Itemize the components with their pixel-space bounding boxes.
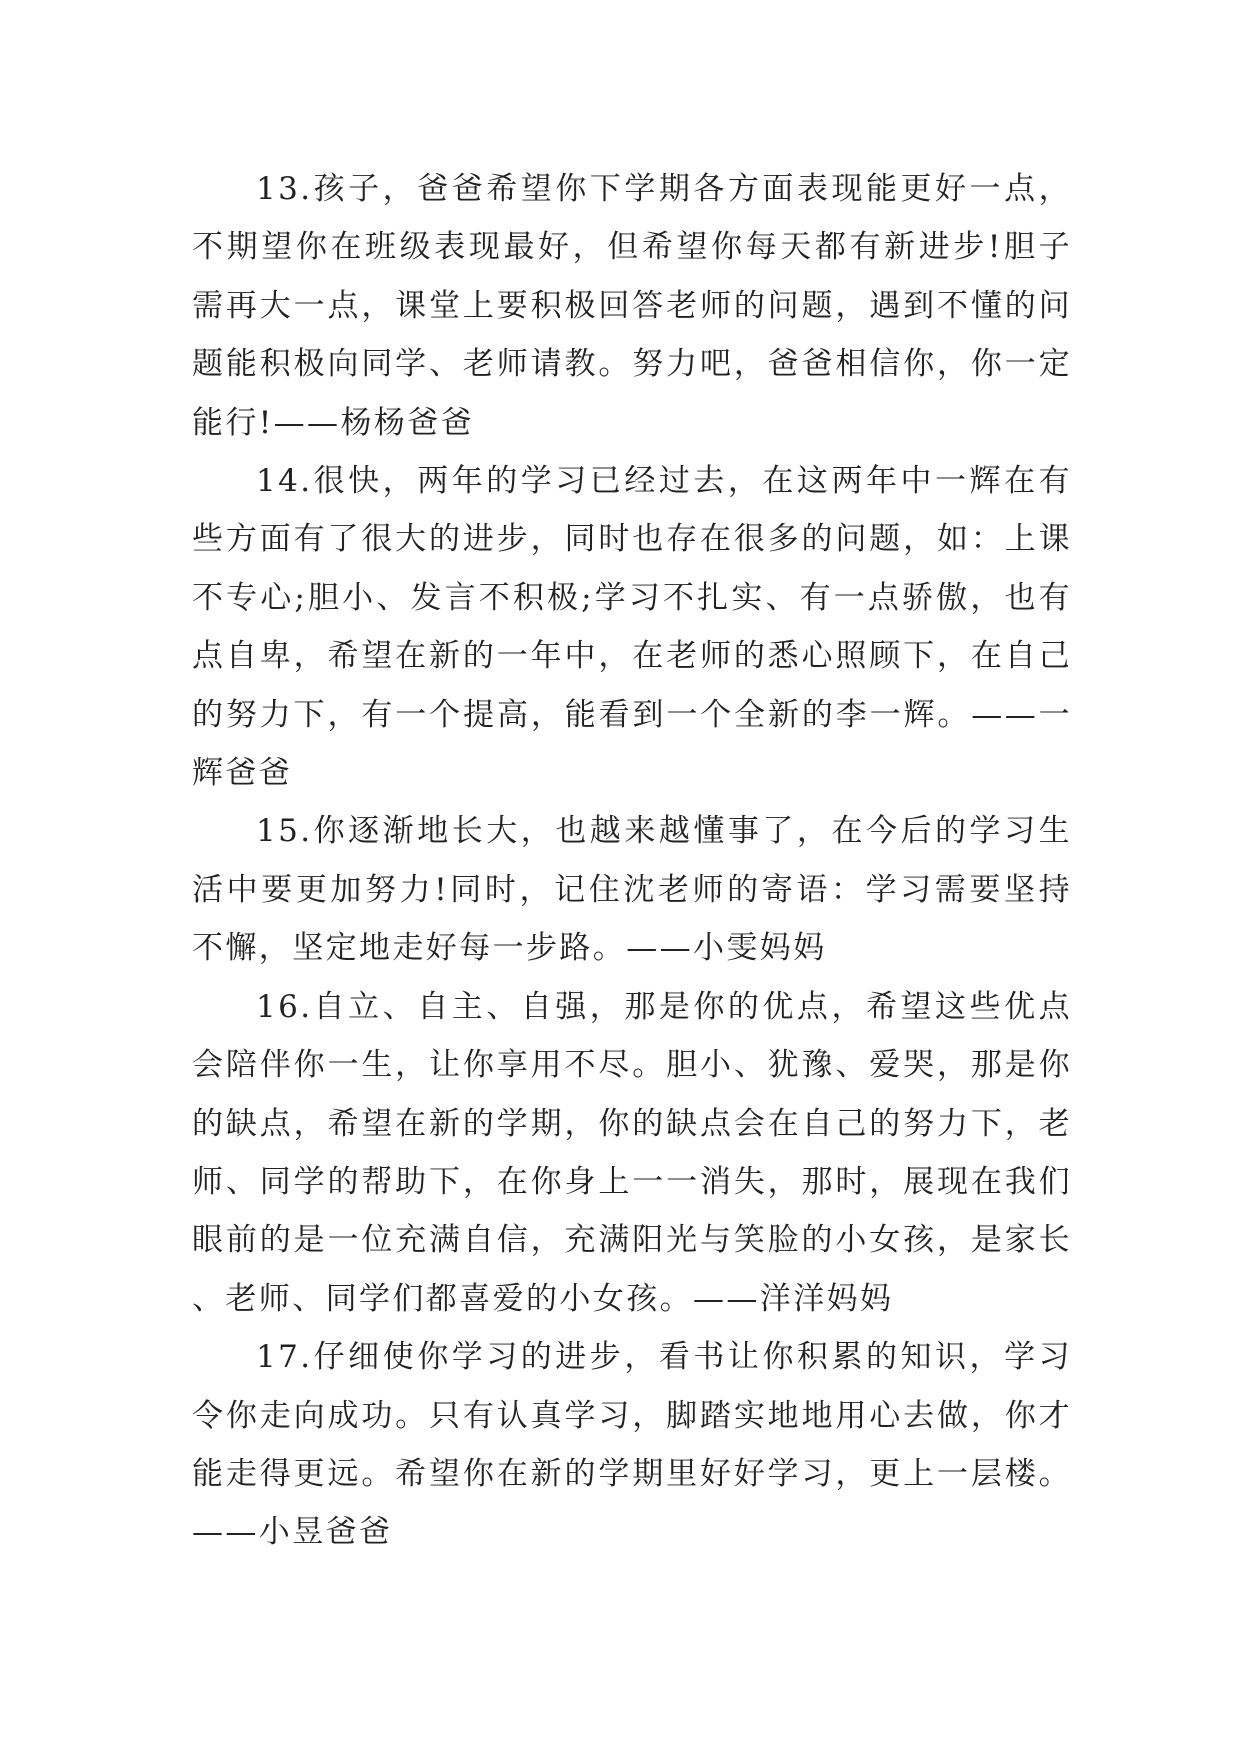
paragraph-16: 16.自立、自主、自强，那是你的优点，希望这些优点会陪伴你一生，让你享用不尽。胆小、犹豫、爱哭，那是你的缺点，希望在新的学期，你的缺点会在自己的努力下，老师、同学的帮助下，在你身上一一消失，那时，展现在我们眼前的是一位充满自信，充满阳光与笑脸的小女孩，是家长、老师、同学们都喜爱的小女孩。——洋洋妈妈 — [192, 988, 1072, 1317]
document-body — [192, 160, 1072, 1562]
paragraph-15: 15.你逐渐地长大，也越来越懂事了，在今后的学习生活中要更加努力!同时，记住沈老师的寄语：学习需要坚持不懈，坚定地走好每一步路。——小雯妈妈 — [192, 813, 1072, 967]
paragraph-13: 13.孩子，爸爸希望你下学期各方面表现能更好一点，不期望你在班级表现最好，但希望你每天都有新进步!胆子需再大一点，课堂上要积极回答老师的问题，遇到不懂的问题能积极向同学、老师请教。努力吧，爸爸相信你，你一定能行!——杨杨爸爸 — [192, 171, 1072, 441]
paragraph-17: 17.仔细使你学习的进步，看书让你积累的知识，学习令你走向成功。只有认真学习，脚踏实地地用心去做，你才能走得更远。希望你在新的学期里好好学习，更上一层楼。——小昱爸爸 — [192, 1339, 1072, 1551]
paragraph-14: 14.很快，两年的学习已经过去，在这两年中一辉在有些方面有了很大的进步，同时也存在很多的问题，如：上课不专心;胆小、发言不积极;学习不扎实、有一点骄傲，也有点自卑，希望在新的一年中，在老师的悉心照顾下，在自己的努力下，有一个提高，能看到一个全新的李一辉。——一辉爸爸 — [192, 463, 1072, 792]
